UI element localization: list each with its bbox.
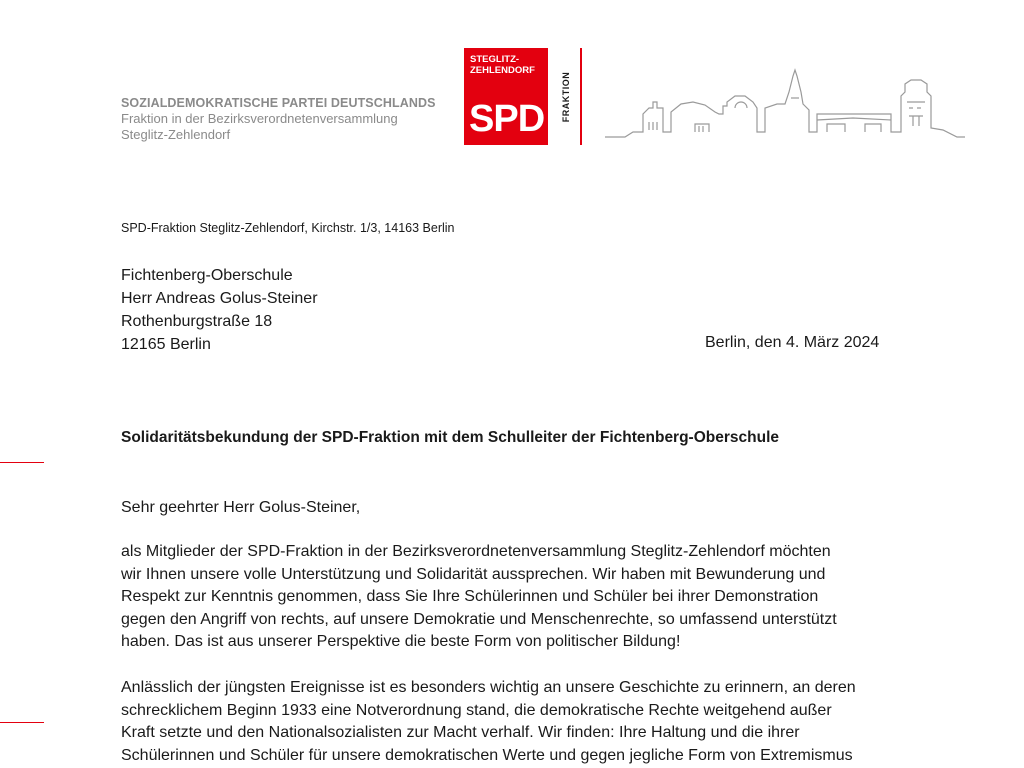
logo-district (470, 54, 535, 76)
recipient-person: Herr Andreas Golus-Steiner (121, 290, 318, 307)
body-line: haben. Das ist aus unserer Perspektive die beste Form von politischer Bildung! (121, 633, 681, 651)
body-line: wir Ihnen unsere volle Unterstützung und Solidarität aussprechen. Wir haben mit Bewunderung und (121, 565, 826, 583)
salutation: Sehr geehrter Herr Golus-Steiner, (121, 499, 361, 516)
recipient-street: Rothenburgstraße 18 (121, 313, 273, 330)
letterhead-org (121, 95, 436, 143)
body-line: Anlässlich der jüngsten Ereignisse ist es besonders wichtig an unsere Geschichte zu erinnern, an deren (121, 679, 856, 696)
body-paragraph (121, 541, 931, 654)
sender-return-address: SPD-Fraktion Steglitz-Zehlendorf, Kirchstr. 1/3, 14163 Berlin (121, 221, 455, 235)
letter-subject: Solidaritätsbekundung der SPD-Fraktion mit dem Schulleiter der Fichtenberg-Oberschule (121, 429, 780, 446)
body-line: Schülerinnen und Schüler für unsere demokratischen Werte und gegen jegliche Form von Extremismus (121, 746, 853, 764)
org-subtitle: Fraktion in der Bezirksverordnetenversammlung (121, 111, 398, 126)
org-name: SOZIALDEMOKRATISCHE PARTEI DEUTSCHLANDS (121, 96, 436, 110)
recipient-address (121, 264, 318, 356)
body-line: gegen den Angriff von rechts, auf unsere Demokratie und Menschenrechte, so umfassend unterstützt (121, 610, 837, 628)
body-line: schrecklichem Beginn 1933 eine Notverordnung stand, die demokratische Rechte weitgehend außer (121, 701, 832, 719)
recipient-school: Fichtenberg-Oberschule (121, 267, 293, 284)
body-line: als Mitglieder der SPD-Fraktion in der Bezirksverordnetenversammlung Steglitz-Zehlendorf möchten (121, 543, 831, 560)
logo-fraktion-label (555, 48, 577, 145)
skyline-illustration (605, 68, 965, 143)
logo-fraktion-text: FRAKTION (561, 71, 571, 122)
body-line: Kraft setzte und den Nationalsozialisten zur Macht verhalf. Wir finden: Ihre Haltung und die ihrer (121, 724, 800, 742)
fold-mark-upper (0, 462, 44, 463)
logo-divider (580, 48, 582, 145)
letter-date: Berlin, den 4. März 2024 (705, 334, 880, 351)
logo-wordmark: SPD (469, 98, 545, 140)
logo-district-line2: ZEHLENDORF (470, 65, 535, 76)
logo-district-line1: STEGLITZ- (470, 54, 520, 65)
spd-logo (464, 48, 548, 145)
org-district: Steglitz-Zehlendorf (121, 127, 231, 142)
fold-mark-lower (0, 722, 44, 723)
body-line: Respekt zur Kenntnis genommen, dass Sie Ihre Schülerinnen und Schüler bei ihrer Demonstration (121, 588, 819, 606)
recipient-city: 12165 Berlin (121, 336, 211, 353)
body-paragraph (121, 677, 931, 767)
